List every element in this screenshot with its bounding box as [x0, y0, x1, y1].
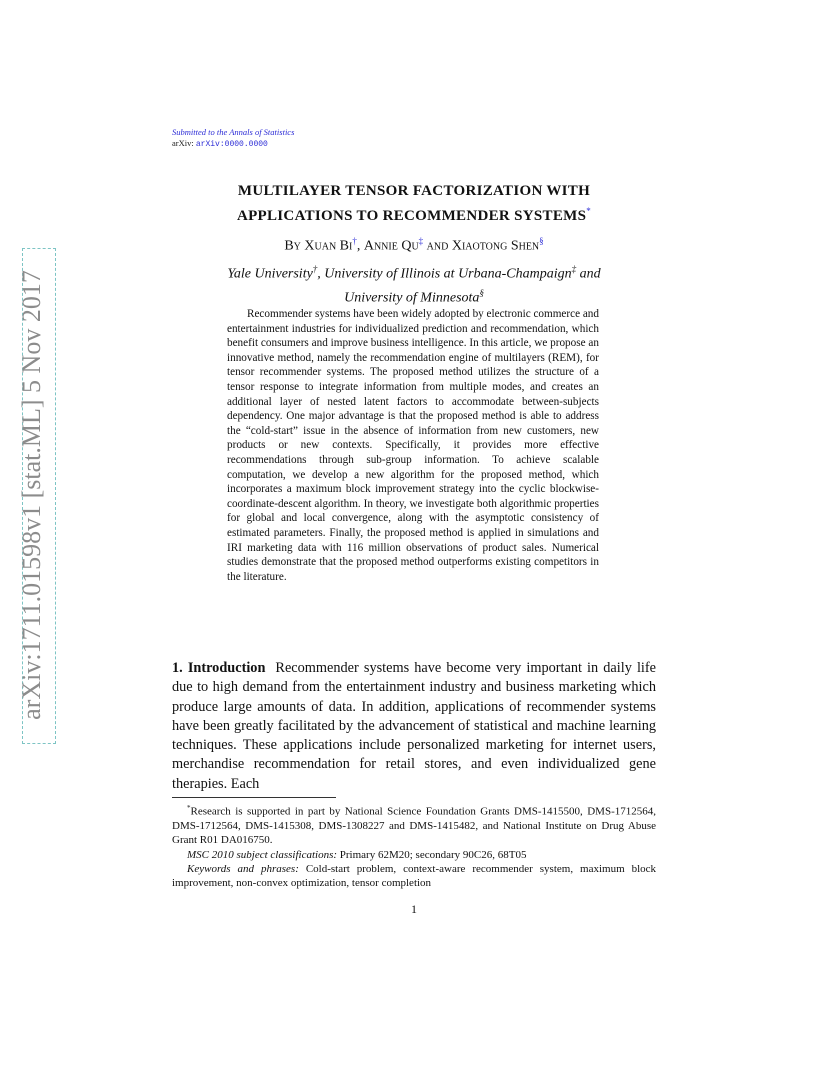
- page-number: 1: [411, 902, 417, 916]
- affil-illinois-mark: ‡: [571, 264, 577, 274]
- affil-illinois: , University of Illinois at Urbana-Champaign: [317, 266, 572, 282]
- affil-yale-mark: †: [312, 264, 318, 274]
- affil-yale: Yale University: [227, 266, 313, 282]
- author-line: [172, 232, 656, 256]
- paper-title: [172, 181, 656, 226]
- affil-and: and: [576, 266, 601, 282]
- title-line-1: MULTILAYER TENSOR FACTORIZATION WITH: [237, 183, 591, 199]
- footnote-msc: [172, 848, 656, 862]
- footnote-funding: [172, 801, 656, 848]
- author-qu: Annie Qu: [363, 238, 419, 254]
- title-line-2-text: APPLICATIONS TO RECOMMENDER SYSTEMS: [236, 208, 587, 224]
- arxiv-side-stamp[interactable]: arXiv:1711.01598v1 [stat.ML] 5 Nov 2017: [17, 270, 46, 720]
- header-block: [172, 127, 294, 150]
- footnote-keywords: [172, 862, 656, 891]
- author-shen: Xiaotong Shen: [451, 238, 540, 254]
- author-shen-mark[interactable]: §: [539, 236, 544, 246]
- msc-label: MSC 2010 subject classifications:: [187, 848, 338, 861]
- affiliation-line-2: [172, 284, 656, 308]
- funding-mark: *: [187, 804, 191, 812]
- and-label: and: [426, 238, 449, 254]
- footnotes: [172, 801, 656, 890]
- affiliations: [172, 260, 656, 307]
- arxiv-prefix: arXiv:: [172, 138, 194, 148]
- funding-text: Research is supported in part by National Science Foundation Grants DMS-1415500, DMS-1712564, DMS-1712564, DMS-1415308, DMS-1308227 and DMS-1415482, and National Institute on Drug Abuse Grant R01 DA016750.: [172, 805, 656, 847]
- affil-minnesota: University of Minnesota: [344, 290, 480, 306]
- title-line-2: [172, 201, 656, 226]
- keywords-text: Cold-start problem, context-aware recommender system, maximum block improvement, non-convex optimization, tensor completion: [172, 862, 657, 890]
- journal-link[interactable]: Submitted to the Annals of Statistics: [172, 127, 295, 137]
- introduction-text: Recommender systems have become very important in daily life due to high demand from the entertainment industry and business marketing which produce large amounts of data. In addition, applications of recommender systems have been greatly facilitated by the advancement of statistical and machine learning techniques. These applications include personalized marketing for internet users, merchandise recommendation for retail stores, and even individualized gene therapies. Each: [172, 660, 657, 792]
- footnote-rule: [172, 797, 336, 798]
- keywords-label: Keywords and phrases:: [187, 862, 299, 875]
- introduction-heading: 1. Introduction: [172, 660, 266, 676]
- author-separator: ,: [356, 238, 361, 254]
- author-bi: Xuan Bi: [304, 238, 353, 254]
- affil-minnesota-mark: §: [479, 287, 484, 298]
- arxiv-id-link[interactable]: arXiv:0000.0000: [195, 140, 268, 149]
- author-qu-mark[interactable]: ‡: [418, 236, 424, 246]
- title-footnote-link[interactable]: *: [586, 206, 592, 216]
- author-bi-mark[interactable]: †: [352, 236, 357, 246]
- affiliation-line-1: [172, 260, 656, 284]
- by-label: By: [284, 238, 301, 254]
- arxiv-line: [172, 138, 294, 150]
- msc-text: Primary 62M20; secondary 90C26, 68T05: [337, 848, 527, 861]
- introduction-section: [172, 659, 656, 794]
- abstract: Recommender systems have been widely adopted by electronic commerce and entertainment industries for individualized prediction and recommendation, which benefit consumers and improve business intelligence. In this article, we propose an innovative method, namely the recommendation engine of multilayers (REM), for tensor recommender systems. The proposed method utilizes the structure of a tensor response to integrate information from multiple modes, and creates an additional layer of nested latent factors to accommodate between-subjects dependency. One major advantage is that the proposed method is able to address the “cold-start” issue in the absence of information from new customers, new products or new contexts. Specifically, it provides more effective recommendations through sub-group information. To achieve scalable computation, we develop a new algorithm for the proposed method, which incorporates a maximum block improvement strategy into the cyclic blockwise-coordinate-descent algorithm. In theory, we investigate both algorithmic properties for global and local convergence, along with the asymptotic consistency of estimated parameters. Finally, the proposed method is applied in simulations and IRI marketing data with 116 million observations of product sales. Numerical studies demonstrate that the proposed method outperforms existing competitors in the literature.: [227, 308, 599, 583]
